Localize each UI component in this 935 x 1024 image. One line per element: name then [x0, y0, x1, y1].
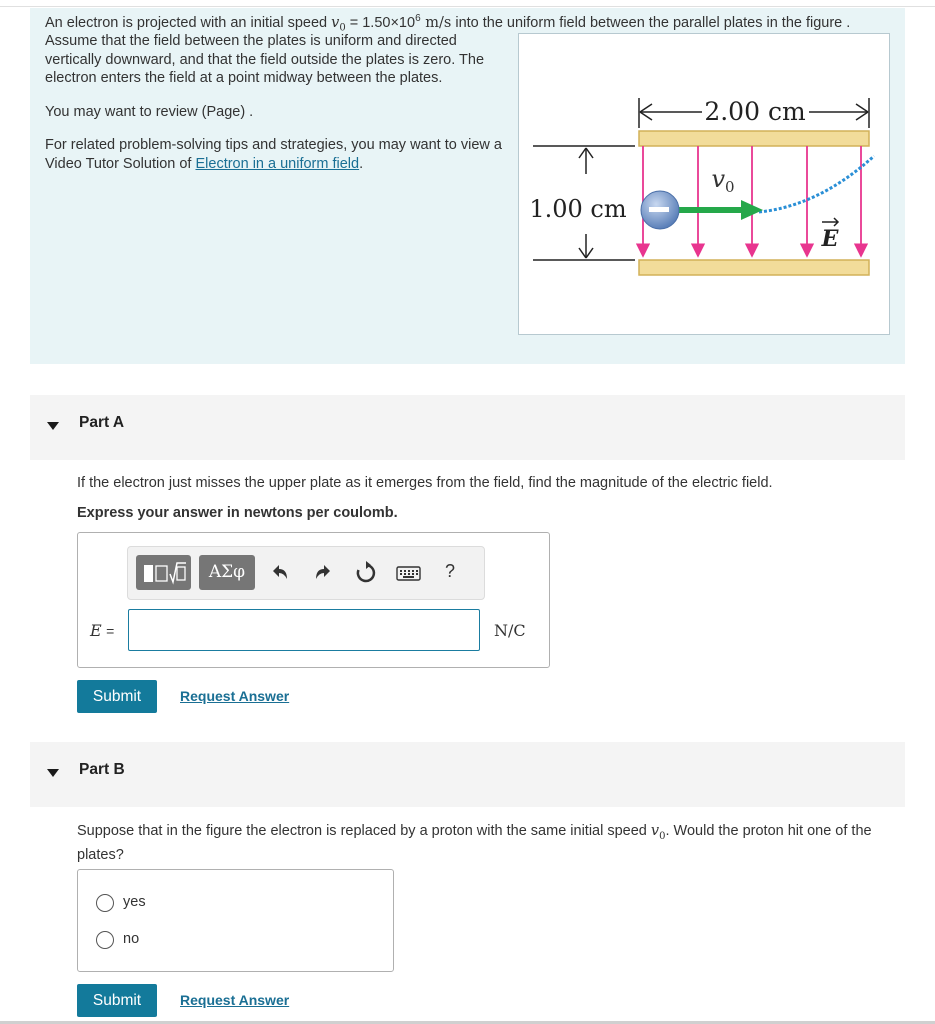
length-label: 2.00 cm [704, 97, 806, 126]
upper-plate [639, 131, 869, 146]
redo-icon[interactable] [311, 561, 335, 585]
problem-description: Assume that the field between the plates is uniform and directed vertically downward, and that the field outside the plates is zero. The electron enters the field at a point midway between the plates. [45, 33, 485, 86]
part-b-request-answer-link[interactable]: Request Answer [180, 992, 290, 1008]
part-a-submit-button[interactable]: Submit [77, 680, 157, 713]
speed-unit: m/s [420, 14, 452, 31]
problem-text [45, 32, 515, 188]
intro-text-post: into the uniform field between the parallel plates in the figure . [451, 14, 851, 31]
choice-box [77, 869, 394, 972]
part-b-title: Part B [79, 761, 125, 778]
electric-field-input[interactable] [128, 609, 480, 651]
problem-figure [518, 33, 890, 335]
video-tutor-link[interactable]: Electron in a uniform field [195, 155, 360, 172]
tips-text-pre: For related problem-solving tips and strategies, you may want to view a Video Tutor Solution of [45, 137, 502, 172]
top-divider [0, 6, 935, 7]
collapse-triangle-icon[interactable] [47, 422, 59, 430]
option-label: no [123, 931, 140, 947]
answer-label: E = [90, 621, 115, 640]
tips-text [45, 136, 515, 173]
undo-icon[interactable] [268, 561, 292, 585]
field-label: E [821, 226, 839, 252]
collapse-triangle-icon[interactable] [47, 769, 59, 777]
v0-subscript: 0 [339, 22, 346, 34]
tips-text-post: . [359, 155, 364, 172]
speed-exponent: 6 [415, 13, 421, 24]
gap-label: 1.00 cm [529, 195, 627, 223]
part-a-request-answer-link[interactable]: Request Answer [180, 688, 290, 704]
v0-symbol: v [331, 14, 340, 31]
radio-button[interactable] [96, 894, 114, 912]
electron-minus-sign [649, 207, 669, 212]
problem-intro [30, 8, 905, 364]
electron-path [759, 156, 874, 212]
part-a-instruction: Express your answer in newtons per coulomb. [77, 505, 398, 521]
part-a-title: Part A [79, 414, 125, 431]
help-button[interactable]: ? [445, 561, 456, 581]
speed-value: = 1.50×10 [345, 14, 416, 31]
part-b-question: Suppose that in the figure the electron is replaced by a proton with the same initial speed $v_0$. Would the proton hit one of the plates? [77, 823, 872, 863]
radio-button[interactable] [96, 931, 114, 949]
templates-button[interactable] [136, 555, 191, 590]
part-b-submit-button[interactable]: Submit [77, 984, 157, 1017]
intro-text-pre: An electron is projected with an initial speed [45, 14, 332, 31]
parallel-plates-diagram [519, 34, 889, 334]
part-b-header[interactable] [30, 742, 905, 807]
problem-first-line [45, 13, 905, 34]
reset-icon[interactable] [354, 561, 378, 585]
part-a-question: If the electron just misses the upper plate as it emerges from the field, find the magnitude of the electric field. [77, 475, 773, 491]
lower-plate [639, 260, 869, 275]
keyboard-icon[interactable] [396, 561, 422, 585]
templates-icon [136, 555, 191, 590]
part-a-header[interactable] [30, 395, 905, 460]
review-text: You may want to review (Page) . [45, 103, 254, 120]
answer-unit: N/C [494, 621, 526, 640]
option-label: yes [123, 894, 146, 910]
velocity-label: $v_0$ [711, 165, 735, 196]
math-toolbar [127, 546, 485, 600]
answer-box [77, 532, 550, 668]
greek-symbols-button[interactable]: ΑΣφ [199, 555, 255, 590]
